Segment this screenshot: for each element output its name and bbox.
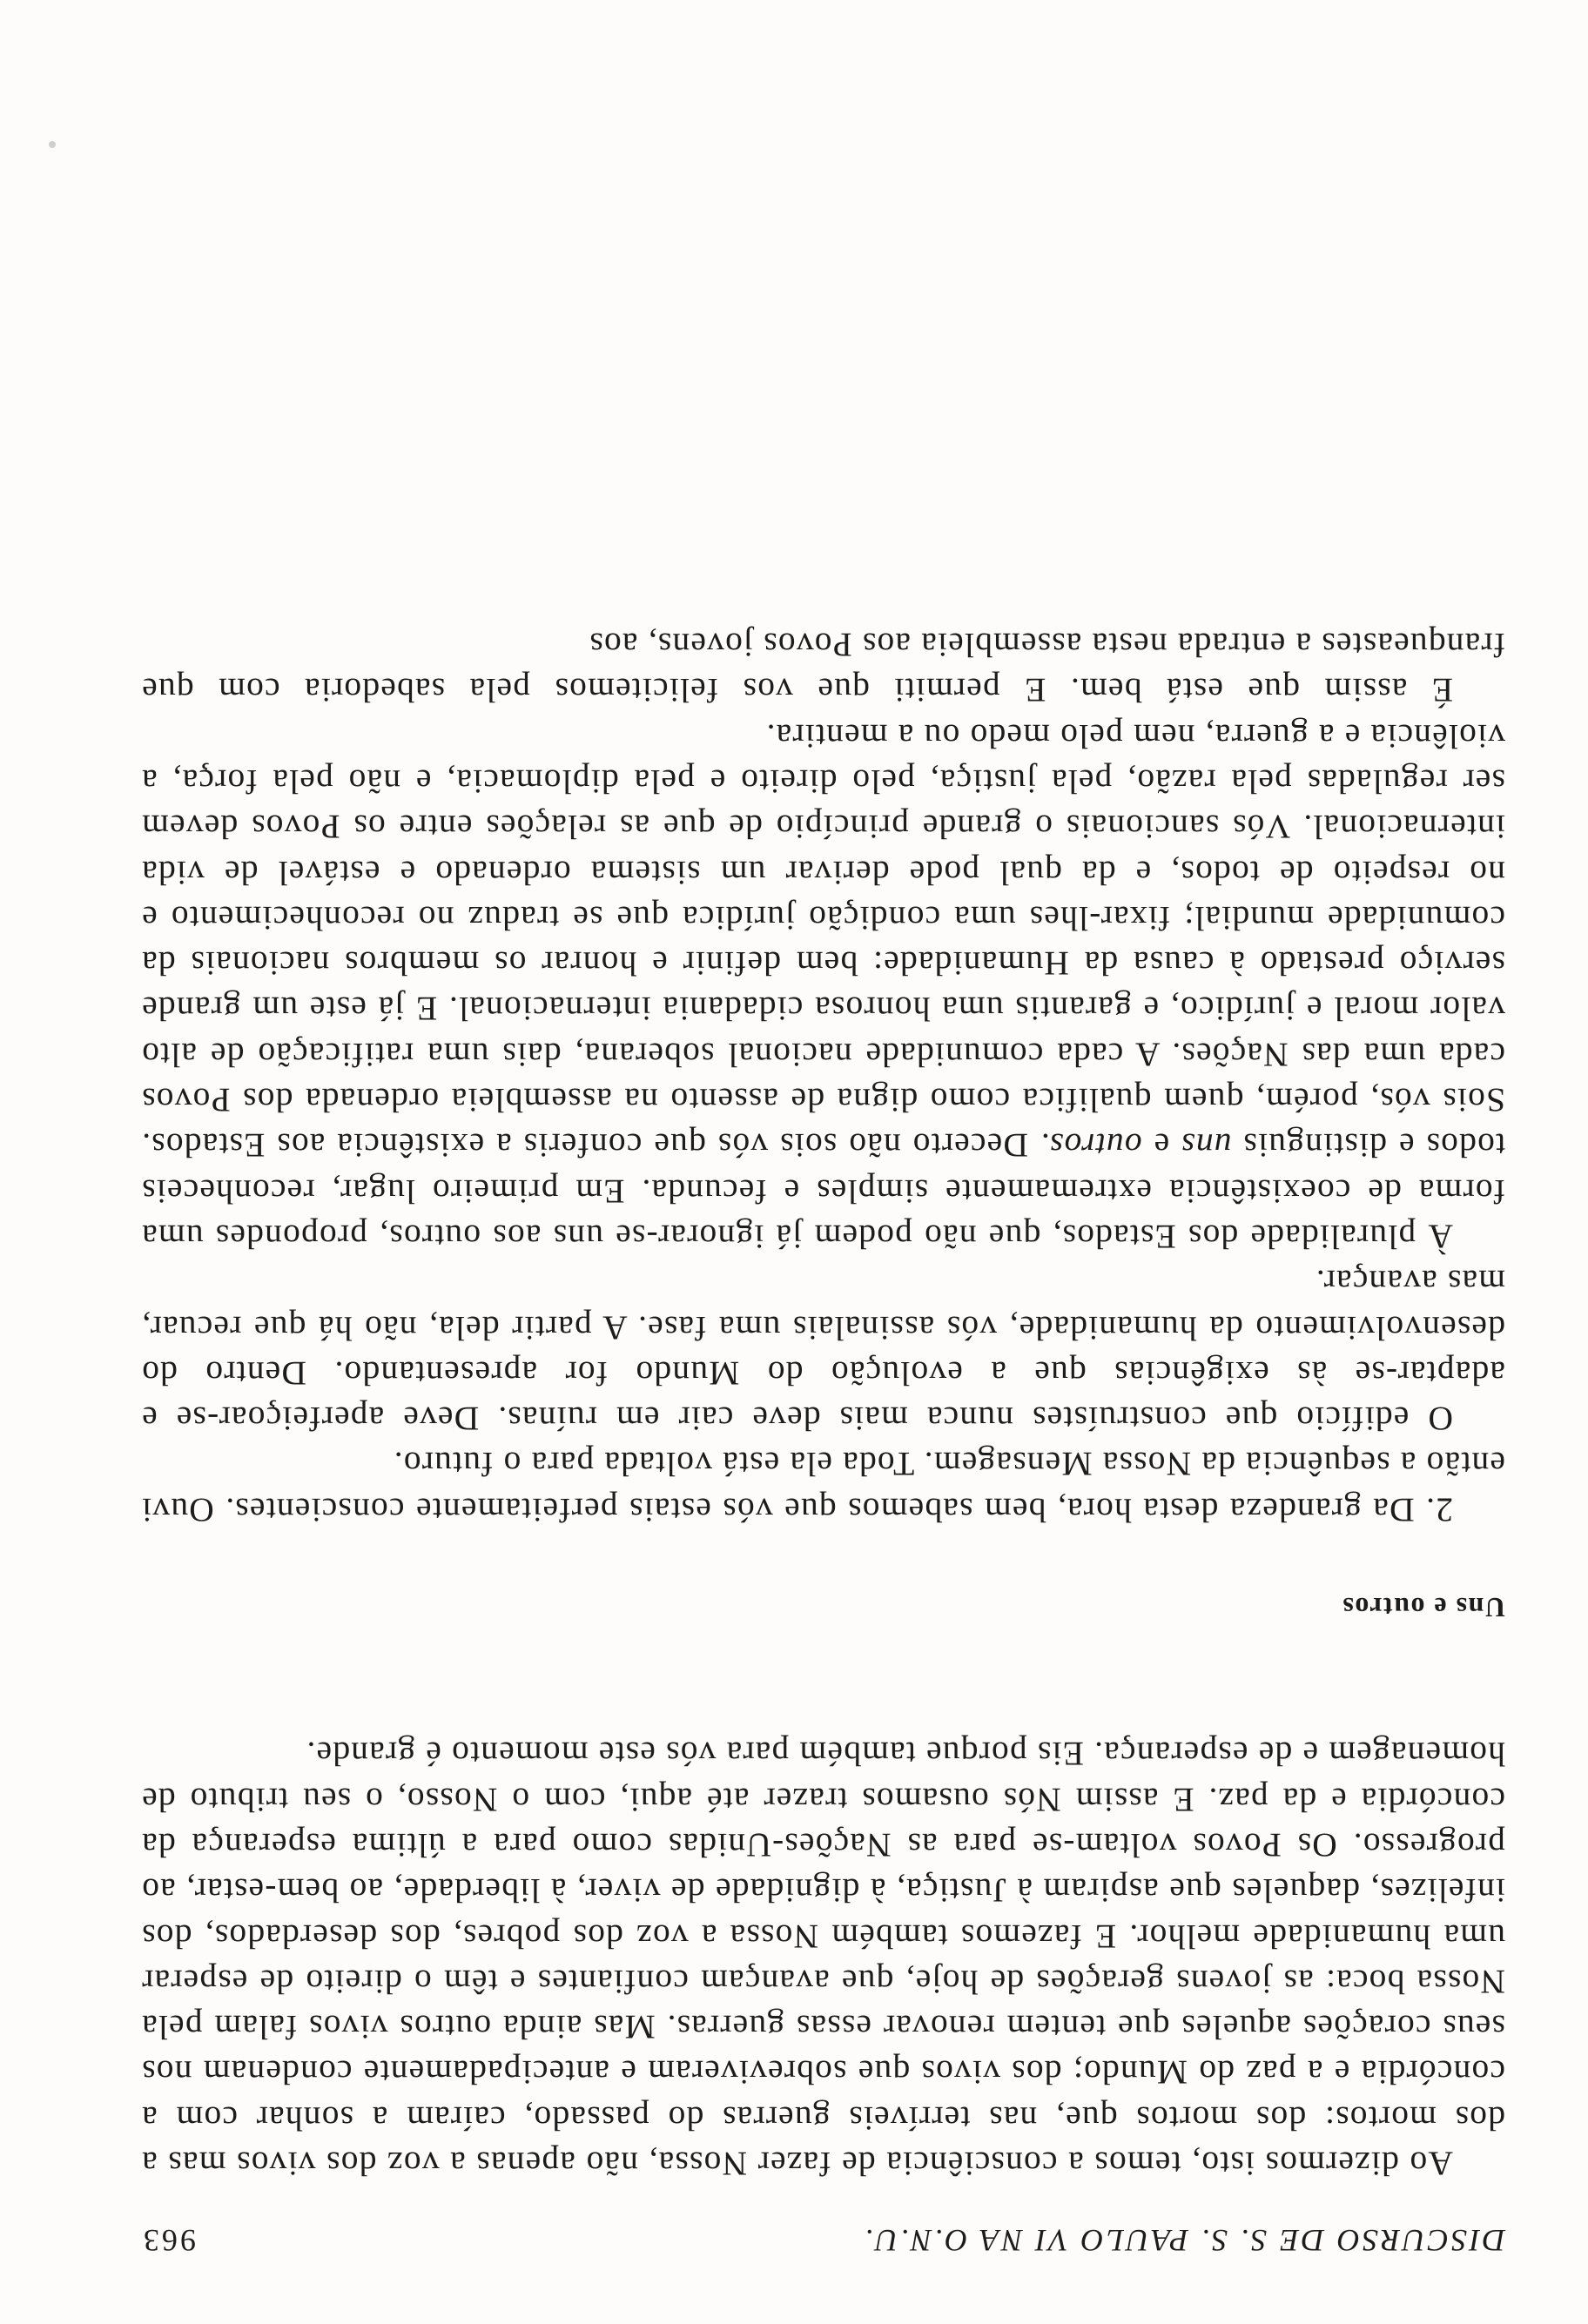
paragraph: Ao dizermos isto, temos a consciência de fazer Nossa, não apenas a voz dos vivos mas a dos mortos: dos mortos que, nas terríveis guerras do passado, caíram a sonhar com a concórdia e a paz do Mundo; dos vivos que sobreviveram e antecipadamente condenam nos seus corações aqueles que tentem renovar essas guerras. Mas ainda outros vivos falam pela Nossa boca: as jovens gerações de hoje, que avançam confiantes e têm o direito de esperar uma humanidade melhor. E fazemos também Nossa a voz dos pobres, dos deserdados, dos infelizes, daqueles que aspiram à Justiça, à dignidade de viver, à liberdade, ao bem-estar, ao progresso. Os Povos voltam-se para as Nações-Unidas como para a última esperança da concórdia e da paz. E assim Nós ousamos trazer até aqui, com o Nosso, o seu tributo de homenagem e de esperança. Eis porque também para vós este momento é grande. bbox=[141, 1735, 1505, 2183]
paragraph: O edifício que construístes nunca mais deve cair em ruínas. Deve aperfeiçoar-se e adaptar-se às exigências que a evolução do Mundo for apresentando. Dentro do desenvolvimento da humanidade, vós assinalais uma fase. A partir dela, não há que recuar, mas avançar. bbox=[141, 1263, 1505, 1439]
emphasis-outros: outros. bbox=[1039, 1126, 1142, 1165]
paragraph: É assim que está bem. E permiti que vos felicitemos pela sabedoria com que franqueastes a entrada nesta assembleia aos Povos jovens, aos bbox=[141, 626, 1505, 710]
section-heading: Uns e outros bbox=[1341, 1592, 1505, 1624]
paragraph bbox=[141, 713, 1505, 1259]
paragraph: 2. Da grandeza desta hora, bem sabemos que vós estais perfeitamente conscientes. Ouvi então a sequência da Nossa Mensagem. Toda ela está voltada para o futuro. bbox=[141, 1445, 1505, 1529]
text-run: Decerto não sois vós que conferis a existência aos Estados. Sois vós, porém, quem qualifica como digna de assento na assembleia ordenada dos Povos cada uma das Nações. A cada comunidade nacional soberana, dais uma ratificação de alto valor moral e jurídico, e garantis uma honrosa cidadania internacional. E já este um grande serviço prestado à causa da Humanidade: bem definir e honrar os membros nacionais da comunidade mundial; fixar-lhes uma condição jurídica que se traduz no reconhecimento e no respeito de todos, e da qual pode derivar um sistema ordenado e estável de vida internacional. Vós sancionais o grande princípio de que as relações entre os Povos devem ser reguladas pela razão, pela justiça, pelo direito e pela diplomacia, e não pela força, a violência e a guerra, nem pelo medo ou a mentira. bbox=[140, 716, 1505, 1165]
paper-speck bbox=[49, 141, 56, 148]
page-number: 963 bbox=[141, 2223, 196, 2258]
emphasis-uns: uns bbox=[1181, 1126, 1232, 1165]
running-title: DISCURSO DE S. S. PAULO VI NA O.N.U. bbox=[862, 2223, 1505, 2258]
text-run: À pluralidade dos Estados, que não podem já ignorar-se uns aos outros, propondes uma forma de coexistência extremamente simples e fecunda. Em primeiro lugar, reconheceis todos e distinguis bbox=[141, 1126, 1505, 1256]
text-run: e bbox=[1153, 1126, 1170, 1165]
page-body bbox=[141, 622, 1505, 2186]
page-header bbox=[141, 2222, 1505, 2259]
